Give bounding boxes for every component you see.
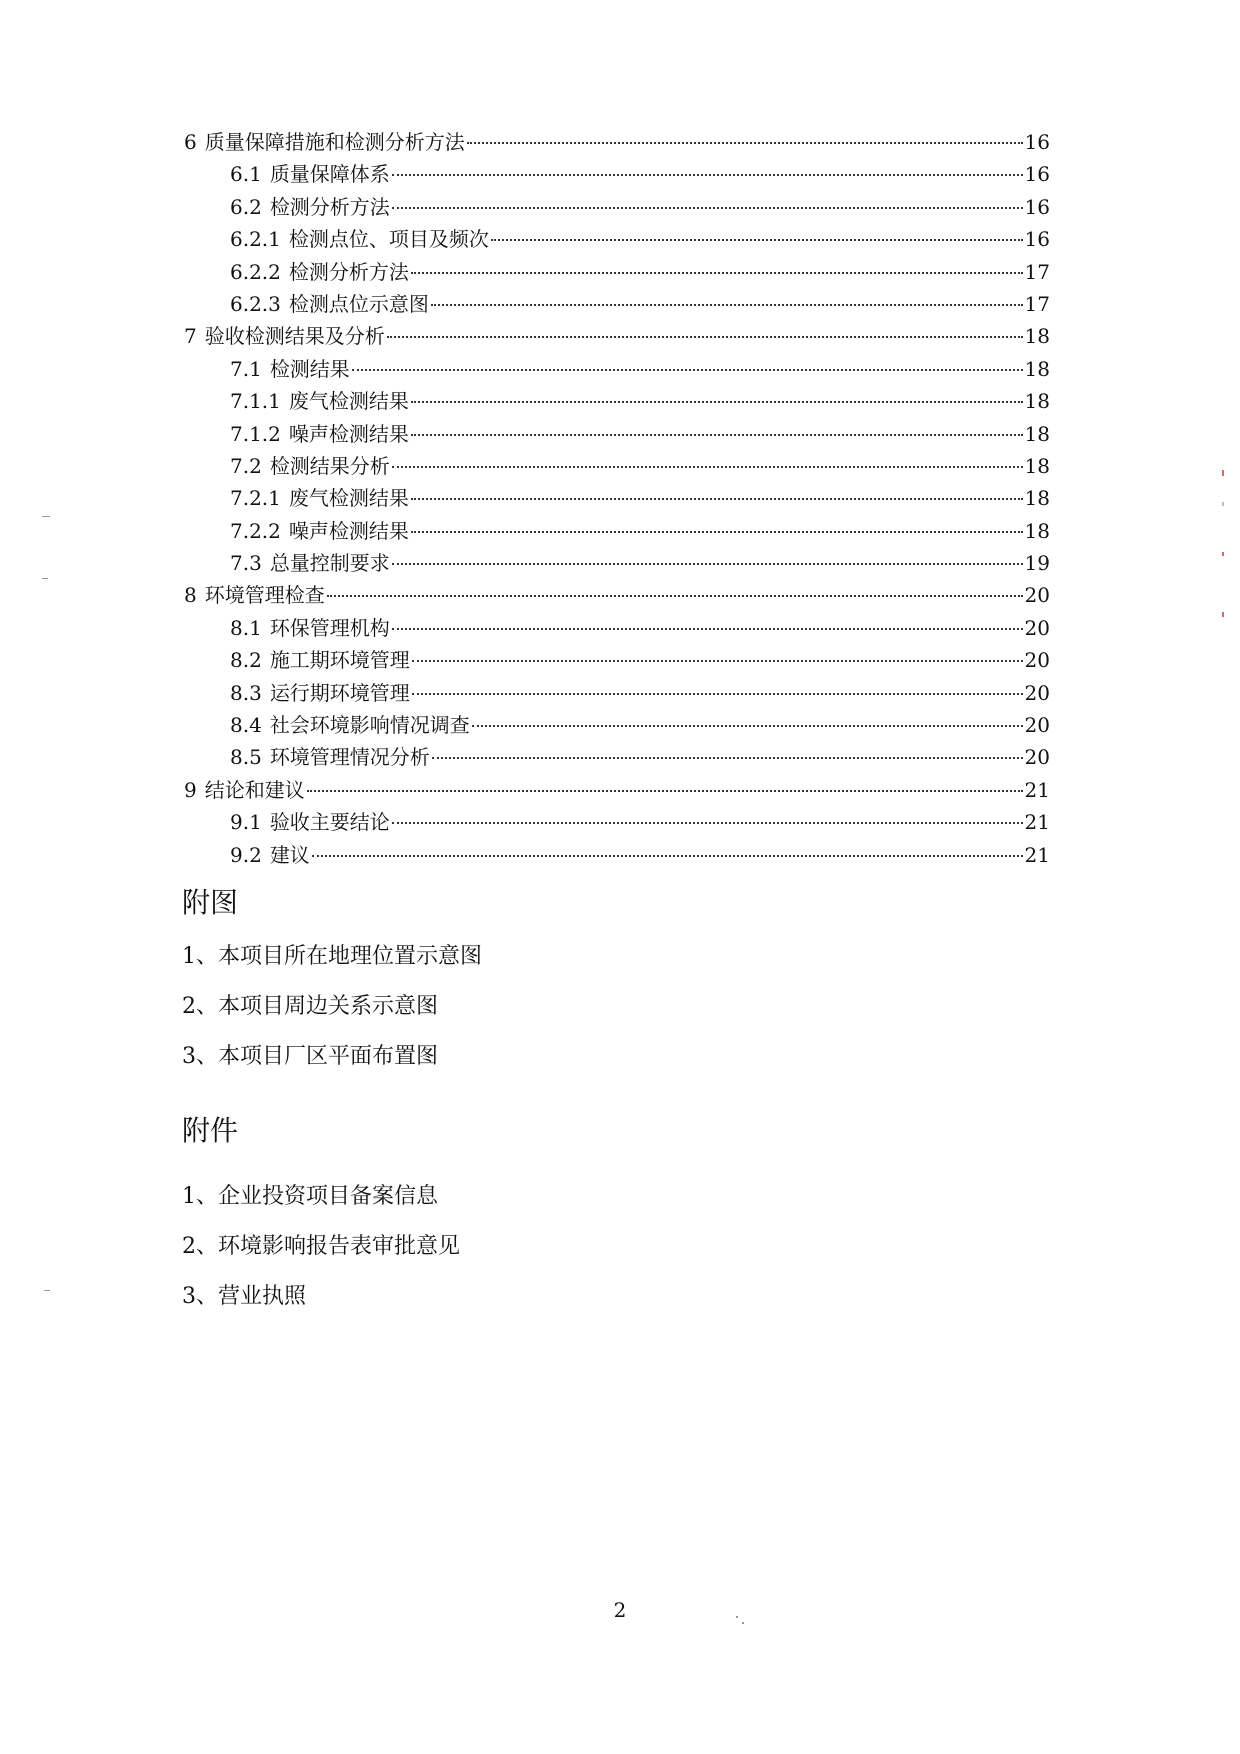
toc-number: 8.5 (230, 745, 262, 770)
toc-section-row (184, 482, 1050, 514)
toc-section-row (184, 612, 1050, 644)
toc-page-number: 18 (1024, 421, 1050, 446)
toc-dot-leader (472, 725, 1023, 727)
toc-dot-leader (411, 498, 1023, 500)
toc-number: 8 (184, 583, 197, 608)
toc-dot-leader (491, 239, 1023, 241)
toc-section-row (184, 256, 1050, 288)
toc-dot-leader (312, 855, 1023, 857)
toc-page-number: 17 (1024, 291, 1050, 316)
attachments-heading: 附件 (182, 1114, 239, 1147)
toc-page-number: 18 (1024, 389, 1050, 414)
toc-page-number: 18 (1024, 518, 1050, 543)
scan-speck (1222, 502, 1224, 506)
scan-speck (42, 516, 50, 517)
toc-number: 7.3 (230, 551, 262, 576)
toc-section-row (184, 418, 1050, 450)
toc-dot-leader (392, 822, 1023, 824)
toc-number: 6.2 (230, 194, 262, 219)
toc-section-row (184, 288, 1050, 320)
toc-chapter-row (184, 774, 1050, 806)
scan-speck (736, 1616, 738, 1618)
scan-speck (1222, 470, 1224, 476)
toc-title: 总量控制要求 (269, 551, 390, 576)
toc-title: 验收主要结论 (269, 810, 390, 835)
toc-page-number: 18 (1024, 486, 1050, 511)
toc-page-number: 21 (1024, 777, 1050, 802)
toc-title: 检测结果 (269, 356, 350, 381)
toc-number: 8.4 (230, 713, 262, 738)
toc-dot-leader (411, 531, 1023, 533)
toc-section-row (184, 191, 1050, 223)
toc-number: 8.3 (230, 680, 262, 705)
toc-number: 6.2.3 (230, 291, 281, 316)
toc-section-row (184, 223, 1050, 255)
toc-title: 检测点位示意图 (288, 291, 429, 316)
figure-item: 2、本项目周边关系示意图 (182, 994, 438, 1019)
toc-title: 环境管理检查 (204, 583, 325, 608)
toc-page-number: 20 (1024, 615, 1050, 640)
attachment-item: 3、营业执照 (182, 1284, 306, 1309)
toc-number: 6.2.2 (230, 259, 281, 284)
toc-section-row (184, 644, 1050, 676)
toc-page-number: 20 (1024, 583, 1050, 608)
toc-title: 质量保障体系 (269, 162, 390, 187)
toc-title: 废气检测结果 (288, 389, 409, 414)
scan-speck (742, 1622, 744, 1624)
scan-speck (42, 578, 48, 579)
toc-title: 环境管理情况分析 (269, 745, 430, 770)
figures-heading: 附图 (182, 886, 239, 919)
toc-section-row (184, 450, 1050, 482)
toc-page-number: 16 (1024, 162, 1050, 187)
toc-section-row (184, 677, 1050, 709)
toc-number: 7.1 (230, 356, 262, 381)
toc-page-number: 20 (1024, 648, 1050, 673)
toc-section-row (184, 806, 1050, 838)
toc-page-number: 17 (1024, 259, 1050, 284)
toc-title: 检测分析方法 (288, 259, 409, 284)
scan-speck (44, 1290, 50, 1291)
toc-number: 7.2.2 (230, 518, 281, 543)
toc-title: 环保管理机构 (269, 615, 390, 640)
toc-title: 噪声检测结果 (288, 421, 409, 446)
toc-title: 运行期环境管理 (269, 680, 410, 705)
toc-title: 检测点位、项目及频次 (288, 227, 489, 252)
attachment-item: 2、环境影响报告表审批意见 (182, 1234, 460, 1259)
figure-item: 3、本项目厂区平面布置图 (182, 1044, 438, 1069)
toc-dot-leader (411, 434, 1023, 436)
toc-dot-leader (387, 336, 1023, 338)
toc-section-row (184, 158, 1050, 190)
toc-title: 验收检测结果及分析 (204, 324, 385, 349)
toc-page-number: 18 (1024, 453, 1050, 478)
toc-page-number: 18 (1024, 324, 1050, 349)
toc-section-row (184, 353, 1050, 385)
toc-section-row (184, 741, 1050, 773)
toc-dot-leader (392, 466, 1023, 468)
toc-chapter-row (184, 579, 1050, 611)
toc-dot-leader (307, 790, 1023, 792)
toc-dot-leader (352, 369, 1023, 371)
toc-dot-leader (392, 207, 1023, 209)
toc-title: 检测结果分析 (269, 453, 390, 478)
page-number: 2 (613, 1598, 627, 1622)
toc-dot-leader (432, 757, 1023, 759)
toc-chapter-row (184, 320, 1050, 352)
toc-page-number: 21 (1024, 810, 1050, 835)
figure-item: 1、本项目所在地理位置示意图 (182, 944, 482, 969)
toc-title: 废气检测结果 (288, 486, 409, 511)
toc-number: 6.2.1 (230, 227, 281, 252)
toc-dot-leader (431, 304, 1023, 306)
toc-number: 7.2.1 (230, 486, 281, 511)
toc-page-number: 19 (1024, 551, 1050, 576)
toc-title: 噪声检测结果 (288, 518, 409, 543)
toc-number: 8.2 (230, 648, 262, 673)
toc-chapter-row (184, 126, 1050, 158)
toc-section-row (184, 385, 1050, 417)
toc-number: 6 (184, 130, 197, 154)
toc-dot-leader (392, 628, 1023, 630)
toc-section-row (184, 709, 1050, 741)
toc-title: 检测分析方法 (269, 194, 390, 219)
table-of-contents (184, 126, 1050, 871)
toc-dot-leader (392, 174, 1023, 176)
toc-number: 8.1 (230, 615, 262, 640)
toc-title: 社会环境影响情况调查 (269, 713, 470, 738)
toc-title: 建议 (269, 842, 310, 867)
toc-dot-leader (467, 142, 1023, 144)
toc-number: 9.2 (230, 842, 262, 867)
figures-list (182, 932, 482, 1082)
toc-number: 6.1 (230, 162, 262, 187)
toc-number: 7.1.2 (230, 421, 281, 446)
toc-page-number: 16 (1024, 130, 1050, 154)
toc-title: 质量保障措施和检测分析方法 (204, 130, 465, 154)
attachments-list (182, 1172, 460, 1322)
toc-dot-leader (411, 272, 1023, 274)
toc-section-row (184, 547, 1050, 579)
toc-page-number: 20 (1024, 745, 1050, 770)
attachment-item: 1、企业投资项目备案信息 (182, 1184, 438, 1209)
toc-dot-leader (327, 595, 1023, 597)
scan-speck (1222, 552, 1224, 556)
toc-number: 7 (184, 324, 197, 349)
toc-number: 9 (184, 777, 197, 802)
toc-section-row (184, 839, 1050, 871)
toc-dot-leader (411, 401, 1023, 403)
toc-dot-leader (392, 563, 1023, 565)
toc-page-number: 20 (1024, 713, 1050, 738)
toc-section-row (184, 515, 1050, 547)
toc-page-number: 16 (1024, 194, 1050, 219)
toc-dot-leader (412, 660, 1023, 662)
toc-number: 7.1.1 (230, 389, 281, 414)
toc-number: 9.1 (230, 810, 262, 835)
toc-page-number: 18 (1024, 356, 1050, 381)
scan-speck (1222, 612, 1224, 617)
toc-page-number: 16 (1024, 227, 1050, 252)
toc-page-number: 21 (1024, 842, 1050, 867)
toc-number: 7.2 (230, 453, 262, 478)
toc-title: 结论和建议 (204, 777, 305, 802)
toc-title: 施工期环境管理 (269, 648, 410, 673)
toc-dot-leader (412, 693, 1023, 695)
toc-page-number: 20 (1024, 680, 1050, 705)
